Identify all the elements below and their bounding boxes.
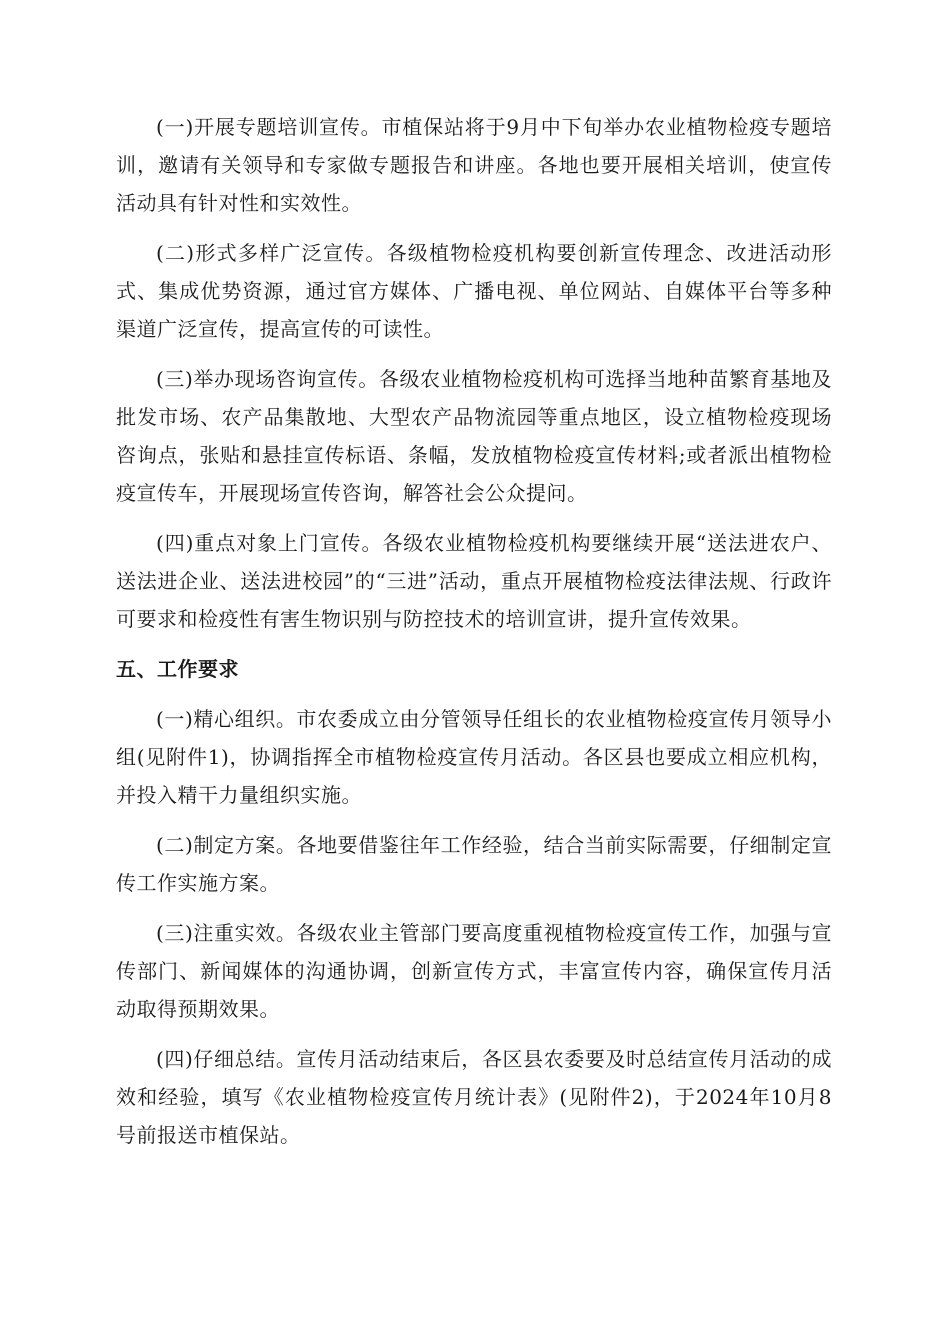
paragraph-careful-summary: (四)仔细总结。宣传月活动结束后，各区县农委要及时总结宣传月活动的成效和经验，填写《农业植物检疫宣传月统计表》(见附件2)，于2024年10月8号前报送市植保站。: [116, 1047, 832, 1147]
paragraph-focus-effectiveness: (三)注重实效。各级农业主管部门要高度重视植物检疫宣传工作，加强与宣传部门、新闻媒体的沟通协调，创新宣传方式，丰富宣传内容，确保宣传月活动取得预期效果。: [116, 921, 832, 1021]
paragraph-training-promotion: (一)开展专题培训宣传。市植保站将于9月中下旬举办农业植物检疫专题培训，邀请有关领导和专家做专题报告和讲座。各地也要开展相关培训，使宣传活动具有针对性和实效性。: [116, 115, 832, 215]
document-page: [116, 108, 832, 1166]
paragraph-formulate-plan: (二)制定方案。各地要借鉴往年工作经验，结合当前实际需要，仔细制定宣传工作实施方案。: [116, 833, 832, 895]
section-heading-work-requirements: 五、工作要求: [116, 657, 239, 681]
paragraph-diverse-promotion: (二)形式多样广泛宣传。各级植物检疫机构要创新宣传理念、改进活动形式、集成优势资源，通过官方媒体、广播电视、单位网站、自媒体平台等多种渠道广泛宣传，提高宣传的可读性。: [116, 241, 832, 341]
paragraph-careful-organization: (一)精心组织。市农委成立由分管领导任组长的农业植物检疫宣传月领导小组(见附件1)，协调指挥全市植物检疫宣传月活动。各区县也要成立相应机构，并投入精干力量组织实施。: [116, 707, 832, 807]
paragraph-onsite-consultation: (三)举办现场咨询宣传。各级农业植物检疫机构可选择当地种苗繁育基地及批发市场、农产品集散地、大型农产品物流园等重点地区，设立植物检疫现场咨询点，张贴和悬挂宣传标语、条幅，发放植物检疫宣传材料;或者派出植物检疫宣传车，开展现场宣传咨询，解答社会公众提问。: [116, 367, 832, 505]
paragraph-door-to-door: (四)重点对象上门宣传。各级农业植物检疫机构要继续开展“送法进农户、送法进企业、送法进校园”的“三进”活动，重点开展植物检疫法律法规、行政许可要求和检疫性有害生物识别与防控技术的培训宣讲，提升宣传效果。: [116, 531, 832, 631]
